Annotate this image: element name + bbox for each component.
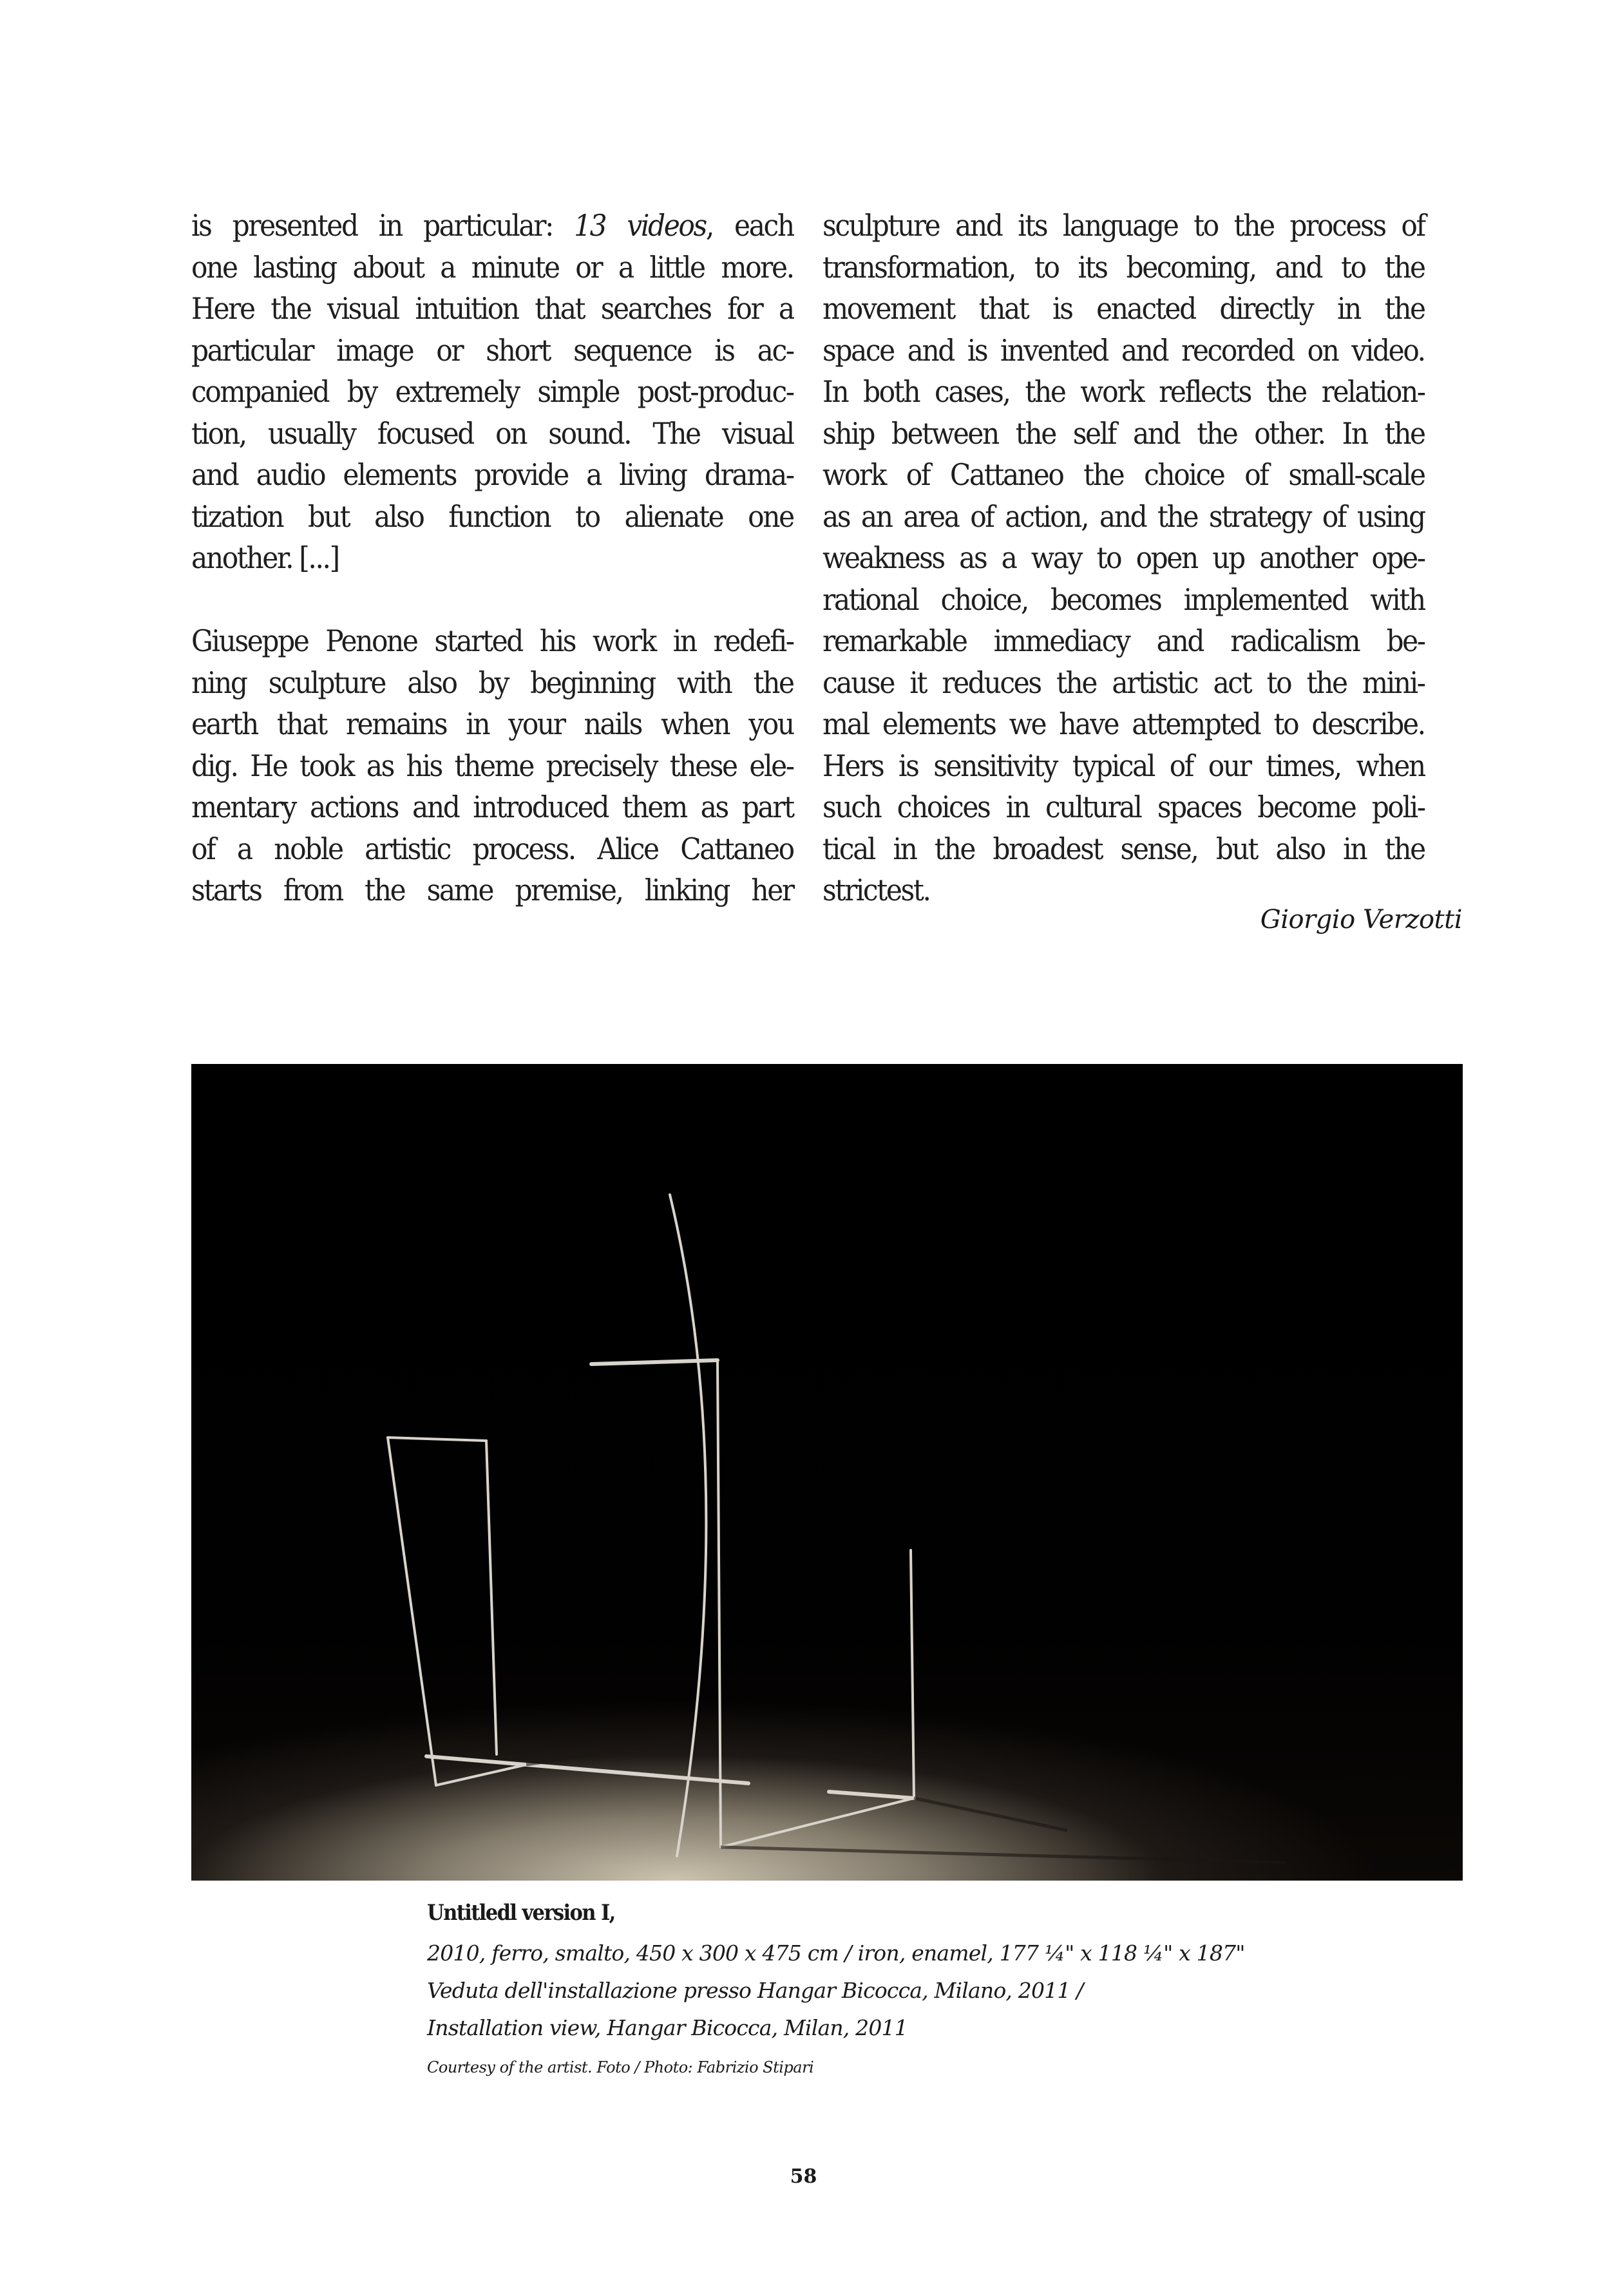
text-line: tical in the broadest sense, but also in the	[823, 831, 1425, 866]
sculpture-illustration	[191, 1064, 1463, 1881]
text-line: as an area of action, and the strategy of using	[823, 498, 1425, 534]
text-line: mentary actions and introduced them as part	[191, 790, 794, 824]
text-line: movement that is enacted directly in the	[823, 291, 1425, 326]
text-line: strictest.	[823, 873, 930, 907]
photo-caption	[427, 1900, 1393, 2076]
text-line: another. [...]	[191, 540, 339, 575]
text-line: earth that remains in your nails when you	[191, 707, 794, 741]
text-line: particular image or short sequence is ac-	[191, 332, 794, 368]
text-line: and audio elements provide a living drama-	[191, 457, 794, 492]
page-number: 58	[790, 2165, 817, 2188]
text-line: work of Cattaneo the choice of small-scale	[823, 457, 1425, 492]
text-line: Giuseppe Penone started his work in redefi-	[191, 623, 794, 658]
text-line: companied by extremely simple post-produc-	[191, 374, 794, 409]
sculpture-photo	[191, 1064, 1463, 1881]
paragraph-penone	[191, 620, 794, 911]
text-line: ship between the self and the other. In the	[823, 415, 1425, 451]
text-line: Here the visual intuition that searches for a	[191, 291, 794, 326]
text-line: Hers is sensitivity typical of our times, when	[823, 748, 1425, 783]
text-line: transformation, to its becoming, and to the	[823, 249, 1425, 285]
left-text-column	[191, 205, 794, 911]
installation-view-english: Installation view, Hangar Bicocca, Milan, 2011	[427, 2015, 908, 2040]
text-line: rational choice, becomes implemented with	[823, 582, 1425, 617]
text-line: tization but also function to alienate one	[191, 498, 794, 534]
text-line: starts from the same premise, linking her	[191, 873, 794, 907]
text-line: ning sculpture also by beginning with the	[191, 665, 794, 700]
text-line: In both cases, the work reflects the relation-	[823, 374, 1425, 409]
text-line: remarkable immediacy and radicalism be-	[823, 623, 1425, 658]
installation-view-italian: Veduta dell'installazione presso Hangar Bicocca, Milano, 2011 /	[427, 1978, 1083, 2003]
text-line: cause it reduces the artistic act to the mini-	[823, 665, 1425, 700]
text-line: one lasting about a minute or a little more.	[191, 249, 794, 285]
text-line: mal elements we have attempted to describe.	[823, 707, 1425, 741]
text-line: of a noble artistic process. Alice Cattaneo	[191, 831, 794, 866]
text-line: dig. He took as his theme precisely these ele-	[191, 748, 794, 783]
photo-credit: Courtesy of the artist. Foto / Photo: Fabrizio Stipari	[427, 2058, 814, 2076]
text-line: space and is invented and recorded on video.	[823, 332, 1425, 368]
text-line: tion, usually focused on sound. The visual	[191, 415, 794, 451]
text-line: sculpture and its language to the process of	[823, 208, 1425, 243]
paragraph-sculpture	[823, 205, 1425, 911]
text-line: is presented in particular: 13 videos, each	[191, 208, 794, 243]
text-line: such choices in cultural spaces become poli-	[823, 790, 1425, 824]
paragraph-videos	[191, 205, 794, 579]
artwork-title: Untitledl version I,	[427, 1900, 615, 1926]
text-line: weakness as a way to open up another ope-	[823, 540, 1425, 575]
author-signature: Giorgio Verzotti	[1260, 905, 1462, 935]
artwork-details: 2010, ferro, smalto, 450 x 300 x 475 cm / iron, enamel, 177 ¼" x 118 ¼" x 187"	[427, 1940, 1245, 1966]
italic-title: 13 videos	[574, 208, 706, 243]
right-text-column	[823, 205, 1425, 911]
